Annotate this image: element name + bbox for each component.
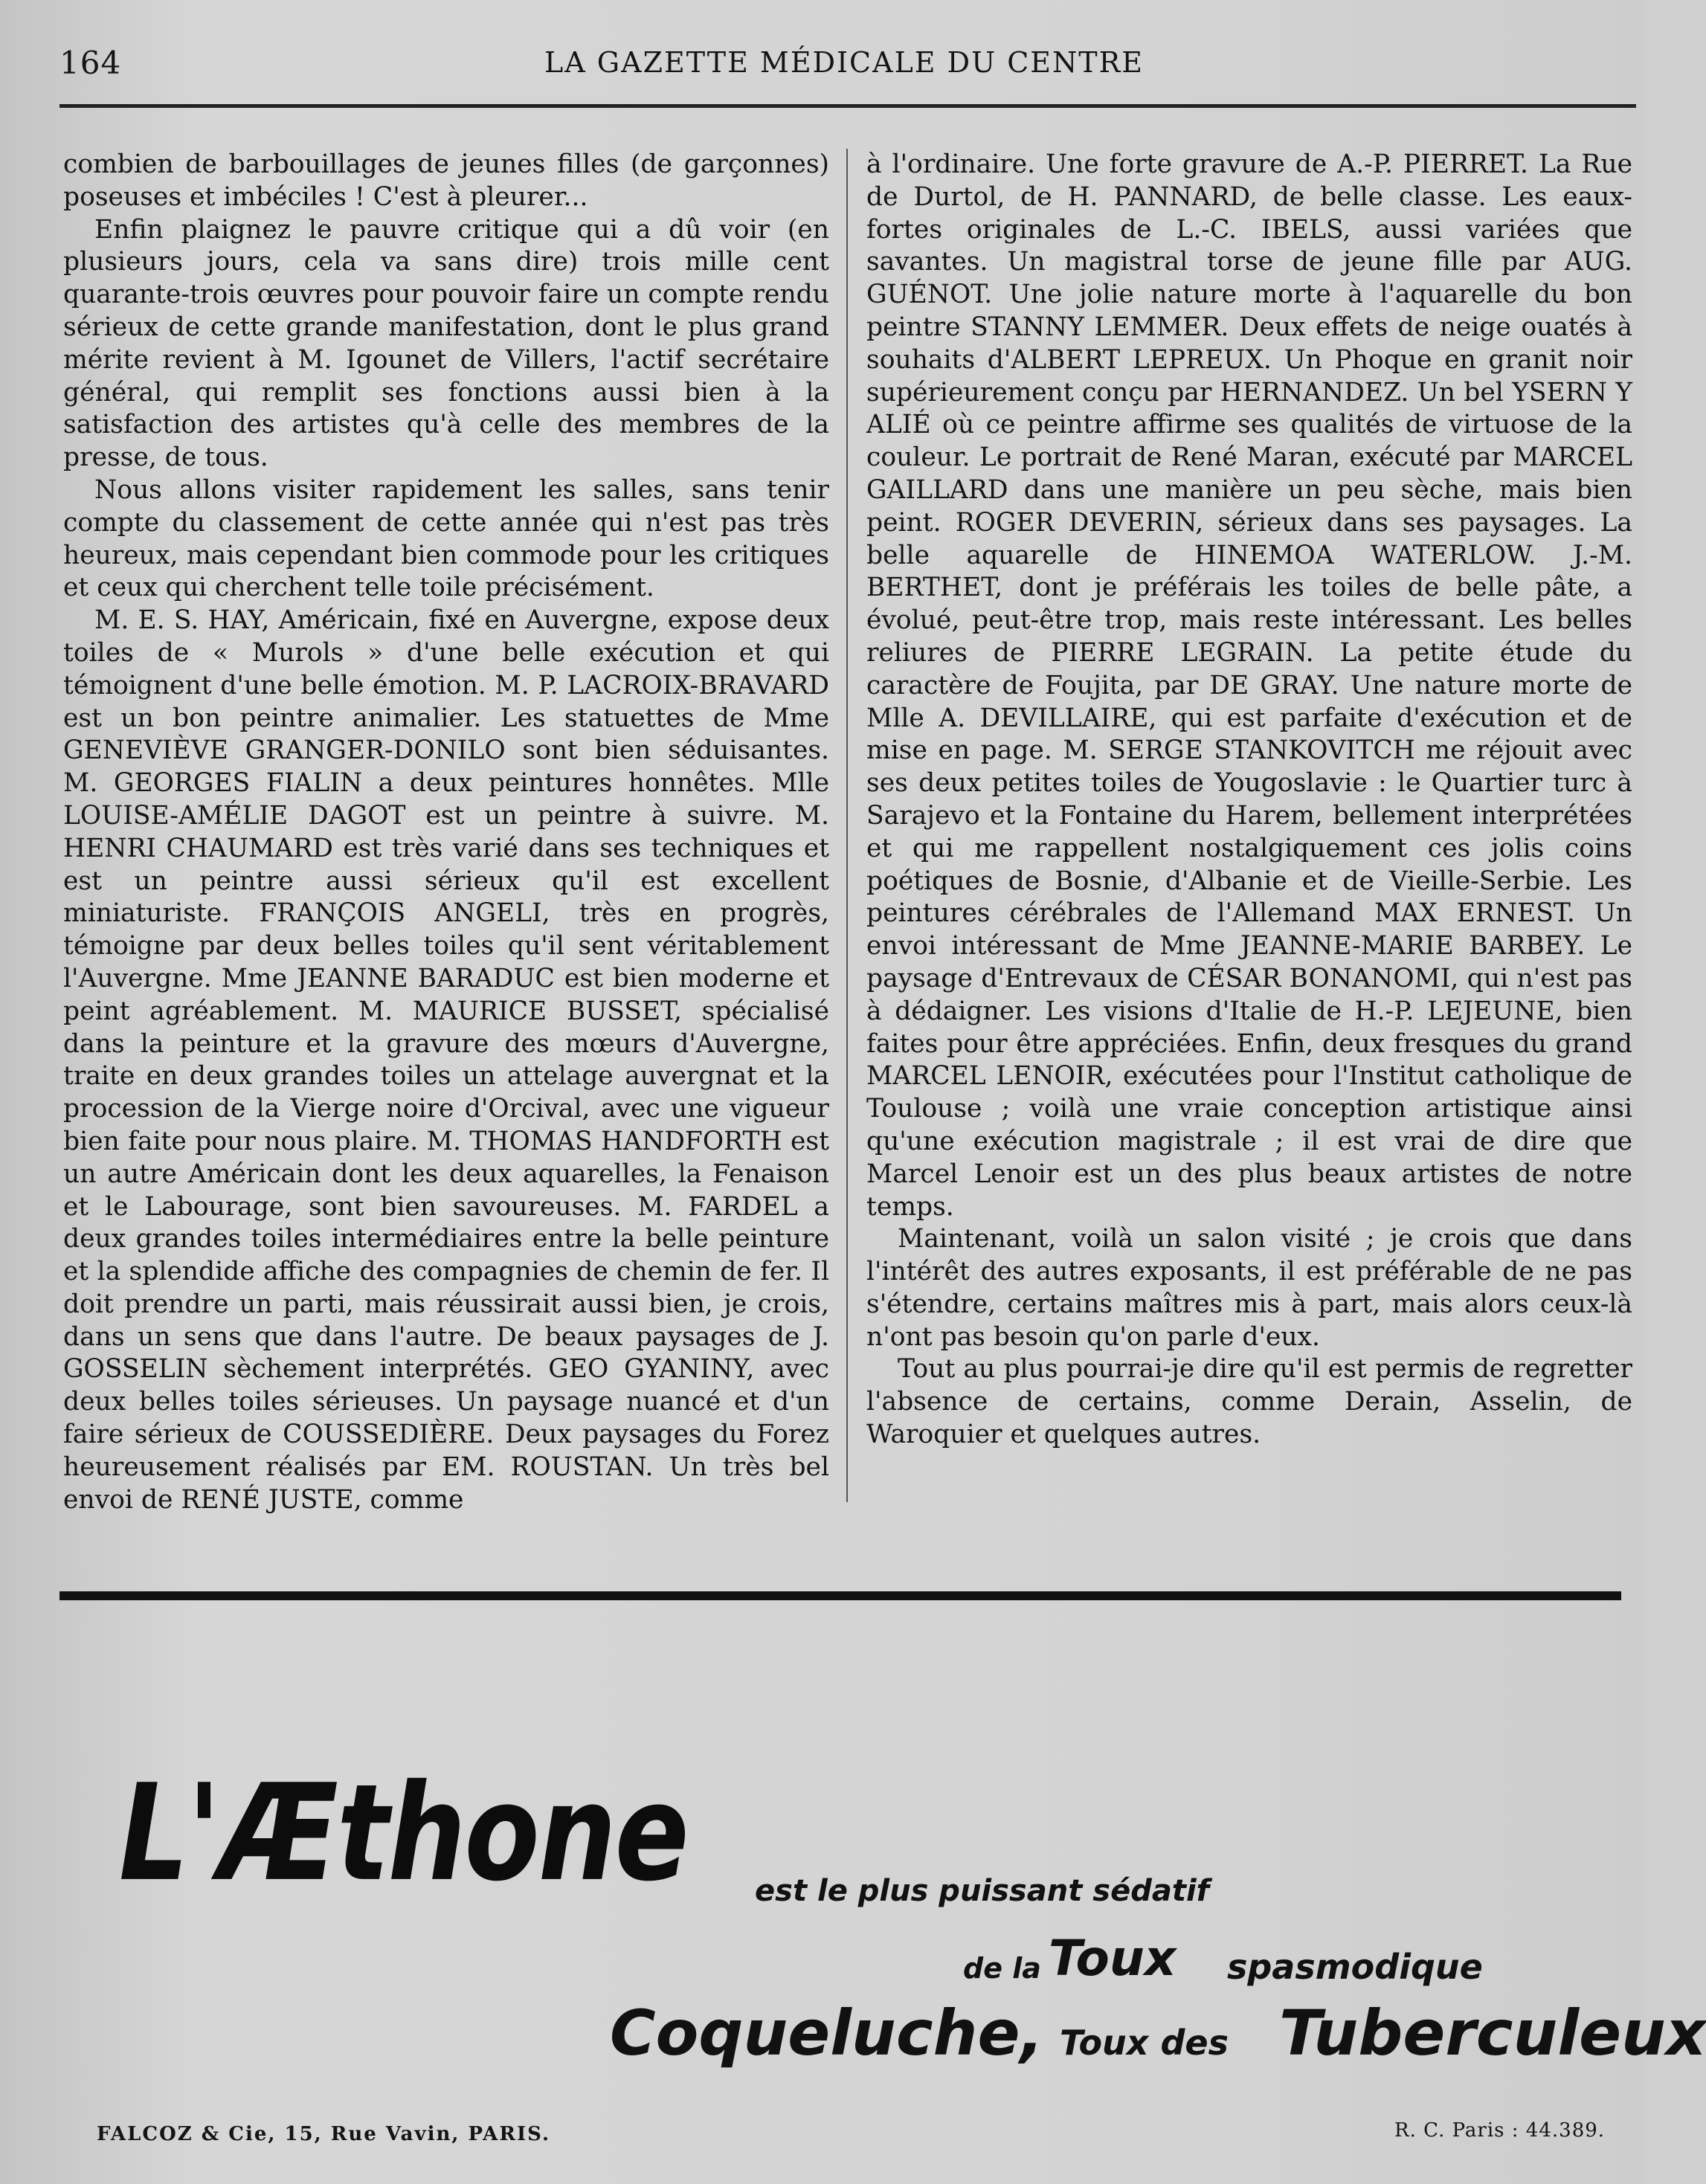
advertisement [59, 1606, 1706, 2171]
ad-tagline-2-emphasis: Toux [1049, 1930, 1177, 1987]
paragraph: Tout au plus pourrai-je dire qu'il est permis de regretter l'absence de certains, comme Derain, Asselin, de Waroquier et quelques autres. [866, 1354, 1632, 1450]
paragraph: combien de barbouillages de jeunes filles (de garçonnes) poseuses et imbéciles ! C'est à pleurer... [63, 149, 829, 212]
article-column-right [866, 149, 1632, 1452]
paragraph: Nous allons visiter rapidement les salles, sans tenir compte du classement de cette année qui n'est pas très heureux, mais cependant bien commode pour les critiques et ceux qui cherchent telle toile précisément. [63, 474, 829, 603]
page-number: 164 [59, 45, 122, 81]
header-rule [59, 104, 1636, 108]
ad-publisher-address: FALCOZ & Cie, 15, Rue Vavin, PARIS. [97, 2123, 551, 2145]
ad-tagline-3-coqueluche: Coqueluche, [610, 1997, 1044, 2069]
ad-tagline-3-middle: Toux des [1060, 2023, 1229, 2063]
paragraph: Maintenant, voilà un salon visité ; je crois que dans l'intérêt des autres exposants, il est préférable de ne pas s'étendre, certains maîtres mis à part, mais alors ceux-là n'ont pas besoin qu'on parle d'eux. [866, 1224, 1632, 1352]
ad-registration-number: R. C. Paris : 44.389. [1394, 2119, 1606, 2142]
paragraph: M. E. S. HAY, Américain, fixé en Auvergne, expose deux toiles de « Murols » d'une belle exécution et qui témoignent d'une belle émotion. M. P. LACROIX-BRAVARD est un bon peintre animalier. Les statuettes de Mme GENEVIÈVE GRANGER-DONILO sont bien séduisantes. M. GEORGES FIALIN a deux peintures honnêtes. Mlle LOUISE-AMÉLIE DAGOT est un peintre à suivre. M. HENRI CHAUMARD est très varié dans ses techniques et est un peintre aussi sérieux qu'il est excellent miniaturiste. FRANÇOIS ANGELI, très en progrès, témoigne par deux belles toiles qu'il sent véritablement l'Auvergne. Mme JEANNE BARADUC est bien moderne et peint agréablement. M. MAURICE BUSSET, spécialisé dans la peinture et la gravure des mœurs d'Auvergne, traite en deux grandes toiles un attelage auvergnat et la procession de la Vierge noire d'Orcival, avec une vigueur bien faite pour nous plaire. M. THOMAS HANDFORTH est un autre Américain dont les deux aquarelles, la Fenaison et le Labourage, sont bien savoureuses. M. FARDEL a deux grandes toiles intermédiaires entre la belle peinture et la splendide affiche des compagnies de chemin de fer. Il doit prendre un parti, mais réussirait aussi bien, je crois, dans un sens que dans l'autre. De beaux paysages de J. GOSSELIN sèchement interprétés. GEO GYANINY, avec deux belles toiles sérieuses. Un paysage nuancé et d'un faire sérieux de COUSSEDIÈRE. Deux paysages du Forez heureusement réalisés par EM. ROUSTAN. Un très bel envoi de RENÉ JUSTE, comme [63, 605, 829, 1515]
article-column-left [63, 149, 829, 1516]
ad-tagline-2-rest: spasmodique [1227, 1947, 1483, 1987]
ad-tagline-1: est le plus puissant sédatif [755, 1874, 1210, 1908]
journal-title: LA GAZETTE MÉDICALE DU CENTRE [544, 46, 1144, 79]
paragraph: Enfin plaignez le pauvre critique qui a dû voir (en plusieurs jours, cela va sans dire) trois mille cent quarante-trois œuvres pour pouvoir faire un compte rendu sérieux de cette grande manifestation, dont le plus grand mérite revient à M. Igounet de Villers, l'actif secrétaire général, qui remplit ses fonctions aussi bien à la satisfaction des artistes qu'à celle des membres de la presse, de tous. [63, 214, 829, 473]
ad-tagline-2-prefix: de la [963, 1952, 1041, 1985]
advertisement-rule [59, 1591, 1621, 1600]
ad-brand-name: L'Æthone [119, 1755, 688, 1911]
paragraph: à l'ordinaire. Une forte gravure de A.-P. PIERRET. La Rue de Durtol, de H. PANNARD, de belle classe. Les eaux-fortes originales de L.-C. IBELS, aussi variées que savantes. Un magistral torse de jeune fille par AUG. GUÉNOT. Une jolie nature morte à l'aquarelle du bon peintre STANNY LEMMER. Deux effets de neige ouatés à souhaits d'ALBERT LEPREUX. Un Phoque en granit noir supérieurement conçu par HERNANDEZ. Un bel YSERN Y ALIÉ où ce peintre affirme ses qualités de virtuose de la couleur. Le portrait de René Maran, exécuté par MARCEL GAILLARD dans une manière un peu sèche, mais bien peint. ROGER DEVERIN, sérieux dans ses paysages. La belle aquarelle de HINEMOA WATERLOW. J.-M. BERTHET, dont je préférais les toiles de belle pâte, a évolué, peut-être trop, mais reste intéressant. Les belles reliures de PIERRE LEGRAIN. La petite étude du caractère de Foujita, par DE GRAY. Une nature morte de Mlle A. DEVILLAIRE, qui est parfaite d'exécution et de mise en page. M. SERGE STANKOVITCH me réjouit avec ses deux petites toiles de Yougoslavie : le Quartier turc à Sarajevo et la Fontaine du Harem, bellement interprétées et qui me rappellent nostalgiquement ces jolis coins poétiques de Bosnie, d'Albanie et de Vieille-Serbie. Les peintures cérébrales de l'Allemand MAX ERNEST. Un envoi intéressant de Mme JEANNE-MARIE BARBEY. Le paysage d'Entrevaux de CÉSAR BONANOMI, qui n'est pas à dédaigner. Les visions d'Italie de H.-P. LEJEUNE, bien faites pour être appréciées. Enfin, deux fresques du grand MARCEL LENOIR, exécutées pour l'Institut catholique de Toulouse ; voilà une vraie conception artistique ainsi qu'une exécution magistrale ; il est vrai de dire que Marcel Lenoir est un des plus beaux artistes de notre temps. [866, 149, 1632, 1222]
column-divider [846, 149, 848, 1502]
ad-tagline-3-tuberculeux: Tuberculeux [1279, 1997, 1706, 2069]
page-header [59, 45, 1629, 97]
